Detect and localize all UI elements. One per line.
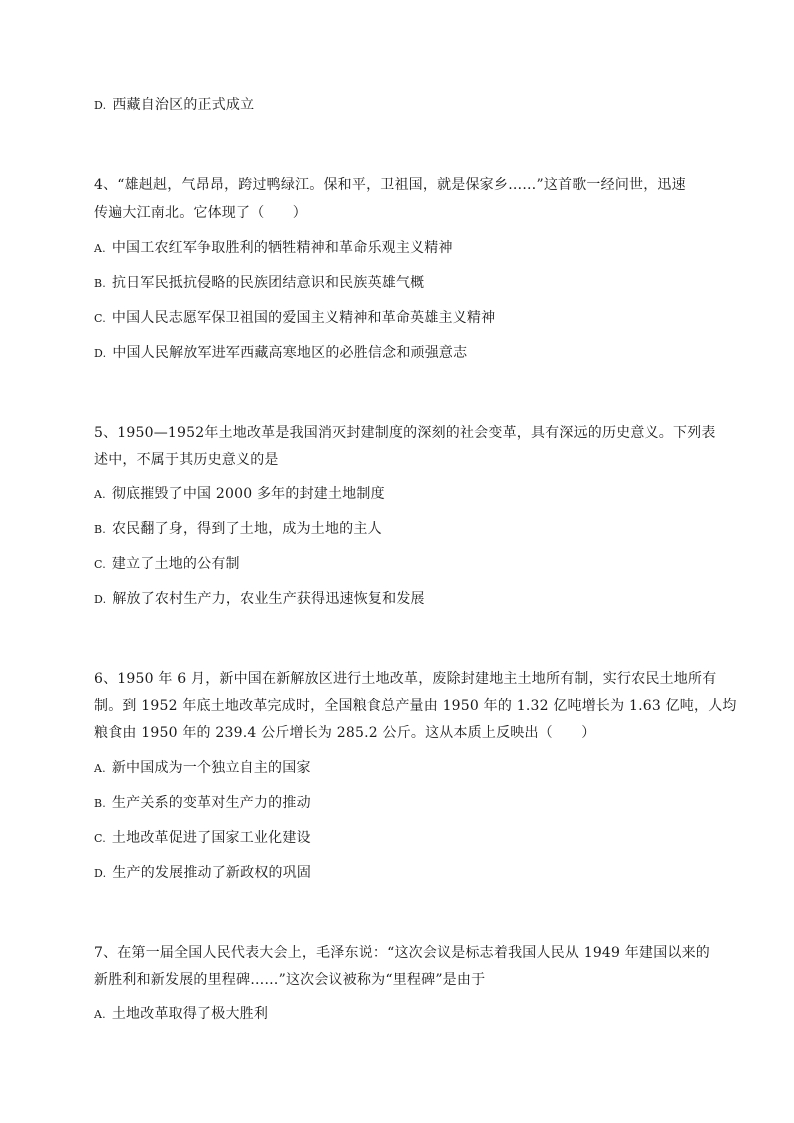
option-text: 生产的发展推动了新政权的巩固 [112, 865, 312, 881]
q6-option-d [94, 863, 704, 884]
q5-option-a [94, 484, 704, 505]
q6-stem-line-1: 6、1950 年 6 月，新中国在新解放区进行土地改革，废除封建地主土地所有制，实行农民土地所有 [94, 671, 717, 687]
q4-stem-line-2: 传遍大江南北。它体现了（ ） [94, 205, 307, 221]
option-text: 抗日军民抵抗侵略的民族团结意识和民族英雄气概 [111, 275, 425, 291]
option-text: 中国人民志愿军保卫祖国的爱国主义精神和革命英雄主义精神 [111, 310, 496, 326]
option-letter: D. [94, 347, 107, 360]
option-text: 土地改革取得了极大胜利 [111, 1006, 269, 1022]
q4-option-a [94, 238, 704, 259]
q7-stem-line-1: 7、在第一届全国人民代表大会上，毛泽东说：“这次会议是标志着我国人民从 1949 年建国以来的 [94, 945, 710, 961]
option-letter: C. [94, 312, 106, 325]
option-letter: C. [94, 558, 106, 571]
option-letter: A. [94, 242, 106, 255]
q4-stem-line-1: 4、“雄赳赳，气昂昂，跨过鸭绿江。保和平，卫祖国，就是保家乡……”这首歌一经问世，迅速 [94, 177, 686, 193]
option-letter: A. [94, 762, 106, 775]
option-text: 中国工农红军争取胜利的牺牲精神和革命乐观主义精神 [111, 240, 453, 256]
q4-option-b [94, 273, 704, 294]
option-text: 西藏自治区的正式成立 [112, 97, 255, 113]
option-letter: A. [94, 1008, 106, 1021]
option-text: 中国人民解放军进军西藏高寒地区的必胜信念和顽强意志 [112, 345, 468, 361]
q7-stem-line-2: 新胜利和新发展的里程碑……”这次会议被称为“里程碑”是由于 [94, 972, 486, 988]
option-text: 生产关系的变革对生产力的推动 [111, 795, 311, 811]
option-letter: D. [94, 867, 107, 880]
q6-stem-line-3: 粮食由 1950 年的 239.4 公斤增长为 285.2 公斤。这从本质上反映出（ ） [94, 725, 596, 741]
option-text: 农民翻了身，得到了土地，成为土地的主人 [111, 521, 382, 537]
q6-option-b [94, 793, 704, 814]
q3-option-d [94, 95, 704, 116]
option-letter: A. [94, 488, 106, 501]
q5-option-c [94, 554, 704, 575]
q4-option-c [94, 308, 704, 329]
option-letter: D. [94, 593, 107, 606]
option-letter: B. [94, 277, 106, 290]
q5-stem-line-1: 5、1950—1952年土地改革是我国消灭封建制度的深刻的社会变革，具有深远的历史意义。下列表 [94, 425, 716, 441]
option-text: 新中国成为一个独立自主的国家 [111, 760, 311, 776]
q5-option-b [94, 519, 704, 540]
option-letter: B. [94, 797, 106, 810]
q6-stem-line-2: 制。到 1952 年底土地改革完成时，全国粮食总产量由 1950 年的 1.32 亿吨增长为 1.63 亿吨，人均 [94, 698, 737, 714]
option-text: 彻底摧毁了中国 2000 多年的封建土地制度 [111, 486, 385, 502]
q4-option-d [94, 343, 704, 364]
option-letter: D. [94, 99, 107, 112]
option-letter: C. [94, 832, 106, 845]
q7-option-a [94, 1004, 704, 1025]
q6-option-c [94, 828, 704, 849]
q5-stem-line-2: 述中，不属于其历史意义的是 [94, 452, 279, 468]
q5-option-d [94, 589, 704, 610]
option-text: 土地改革促进了国家工业化建设 [111, 830, 311, 846]
option-letter: B. [94, 523, 106, 536]
option-text: 建立了土地的公有制 [111, 556, 240, 572]
q6-option-a [94, 758, 704, 779]
option-text: 解放了农村生产力，农业生产获得迅速恢复和发展 [112, 591, 425, 607]
